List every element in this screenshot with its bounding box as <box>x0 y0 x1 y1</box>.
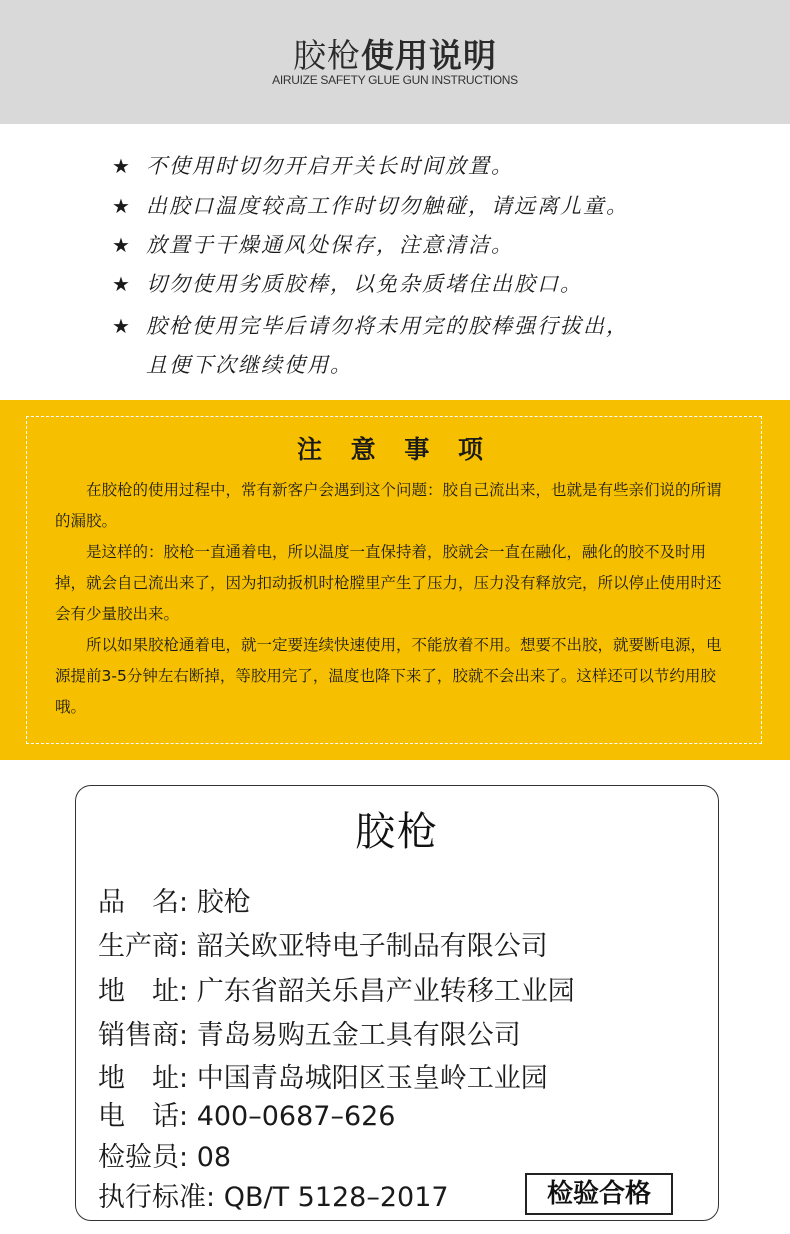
label-value: 400–0687–626 <box>196 1101 396 1132</box>
product-label-card <box>75 785 719 1221</box>
tip-item <box>112 229 514 259</box>
label-row <box>98 1056 548 1095</box>
inspection-passed-stamp: 检验合格 <box>525 1173 673 1215</box>
notice-paragraph: 所以如果胶枪通着电，就一定要连续快速使用，不能放着不用。想要不出胶，就要断电源，电源提前3-5分钟左右断掉，等胶用完了，温度也降下来了，胶就不会出来了。这样还可以节约用胶哦。 <box>55 636 722 716</box>
star-icon: ★ <box>112 154 132 178</box>
tip-continuation: 且便下次继续使用。 <box>146 353 353 377</box>
label-key: 地 址: <box>98 976 189 1007</box>
product-label-title: 胶枪 <box>355 809 439 855</box>
tip-item <box>112 268 583 298</box>
page-title-light: 胶枪 <box>293 36 361 75</box>
tip-text: 切勿使用劣质胶棒，以免杂质堵住出胶口。 <box>146 272 583 296</box>
label-value: 08 <box>196 1142 232 1173</box>
tip-item <box>112 190 629 220</box>
label-row <box>98 1094 396 1133</box>
label-value: 胶枪 <box>196 887 251 918</box>
header-banner <box>0 0 790 124</box>
label-key: 地 址: <box>98 1063 189 1094</box>
tip-item <box>112 150 514 180</box>
star-icon: ★ <box>112 233 132 257</box>
tip-text: 不使用时切勿开启开关长时间放置。 <box>146 154 514 178</box>
star-icon: ★ <box>112 314 132 338</box>
tip-item <box>112 310 629 340</box>
notice-title: 注 意 事 项 <box>296 435 494 464</box>
tip-text: 出胶口温度较高工作时切勿触碰，请远离儿童。 <box>146 194 629 218</box>
page-title <box>0 30 790 77</box>
label-row <box>98 880 251 919</box>
label-row <box>98 924 548 963</box>
label-row <box>98 969 575 1008</box>
label-value: 韶关欧亚特电子制品有限公司 <box>196 931 548 962</box>
label-value: QB/T 5128–2017 <box>223 1182 449 1213</box>
label-key: 生产商: <box>98 931 189 962</box>
label-key: 品 名: <box>98 887 189 918</box>
label-value: 中国青岛城阳区玉皇岭工业园 <box>196 1063 548 1094</box>
label-key: 执行标准: <box>98 1182 216 1213</box>
star-icon: ★ <box>112 272 132 296</box>
star-icon: ★ <box>112 194 132 218</box>
label-row <box>98 1013 521 1052</box>
tip-text: 胶枪使用完毕后请勿将未用完的胶棒强行拔出， <box>146 314 629 338</box>
notice-paragraph: 是这样的：胶枪一直通着电，所以温度一直保持着，胶就会一直在融化，融化的胶不及时用掉，就会自己流出来了，因为扣动扳机时枪膛里产生了压力，压力没有释放完，所以停止使用时还会有少量胶出来。 <box>55 543 722 623</box>
label-key: 检验员: <box>98 1142 189 1173</box>
label-key: 电 话: <box>98 1101 189 1132</box>
notice-paragraph: 在胶枪的使用过程中，常有新客户会遇到这个问题：胶自己流出来，也就是有些亲们说的所谓的漏胶。 <box>55 481 722 530</box>
tip-text: 放置于干燥通风处保存，注意清洁。 <box>146 233 514 257</box>
label-row <box>98 1135 231 1174</box>
notice-section <box>0 400 790 760</box>
label-value: 青岛易购五金工具有限公司 <box>196 1020 521 1051</box>
label-value: 广东省韶关乐昌产业转移工业园 <box>196 976 575 1007</box>
page-title-bold: 使用说明 <box>361 36 497 75</box>
tips-list <box>0 124 790 400</box>
label-key: 销售商: <box>98 1020 189 1051</box>
label-row <box>98 1175 449 1214</box>
page-subtitle: AIRUIZE SAFETY GLUE GUN INSTRUCTIONS <box>272 73 518 87</box>
